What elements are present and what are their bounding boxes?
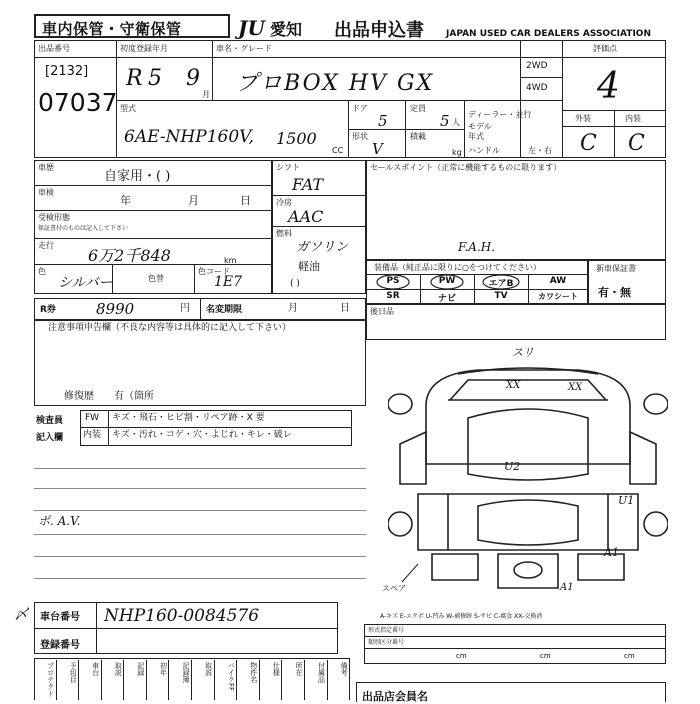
fuel-alt: 軽油	[298, 260, 320, 273]
shaken-year: 年	[120, 194, 131, 207]
after-items-box	[366, 304, 666, 340]
load-label: 積載	[410, 132, 426, 141]
association-name: JAPAN USED CAR DEALERS ASSOCIATION	[446, 29, 651, 39]
recycle-label: R券	[40, 305, 56, 315]
inspector-fw: FW	[85, 413, 100, 423]
ac-value: AAC	[288, 207, 324, 226]
shape-value: V	[372, 140, 383, 158]
dims-cm-2: cm	[540, 652, 551, 660]
model-code-label: 型式	[120, 104, 136, 113]
first-reg-year: 5	[148, 66, 162, 91]
car-body-diagram	[388, 344, 668, 594]
bottom-col-0: プロテクト	[34, 660, 57, 700]
first-reg-era: R	[126, 66, 143, 91]
inspector-fw-text: キズ・飛石・ヒビ割・リペア跡・X 要	[112, 413, 265, 423]
seats-unit: 人	[452, 118, 460, 127]
bottom-col-11: 所在	[282, 660, 305, 700]
history-label: 車歴	[38, 163, 54, 172]
diagram-top-mark: スリ	[512, 346, 534, 359]
bottom-col-12: 付属品	[305, 660, 328, 700]
mileage-value: 6万2千848	[88, 246, 171, 265]
storage-stamp	[34, 14, 230, 38]
diagram-mark-u2: U2	[504, 460, 521, 473]
color-code-value: 1E7	[214, 274, 243, 290]
doors-value: 5	[378, 112, 388, 130]
sales-point-label: セールスポイント（正常に機能するものに限ります）	[370, 163, 562, 172]
first-reg-month: 9	[186, 66, 200, 91]
cc-unit: CC	[332, 146, 344, 155]
reg-no-label: 登録番号	[40, 640, 80, 651]
dealer-year-label: 年式	[468, 132, 484, 141]
name-change-day: 日	[340, 303, 350, 314]
mileage-unit: km	[224, 256, 237, 265]
inspector-in-text: キズ・汚れ・コゲ・穴・よじれ・キレ・破レ	[112, 430, 292, 440]
name-change-month: 月	[288, 303, 298, 314]
bottom-col-8: バイクFF	[215, 660, 238, 700]
bottom-right-box	[356, 682, 666, 702]
first-reg-label: 初度登録年月	[120, 44, 168, 53]
score-int-label: 内装	[625, 114, 641, 123]
score-int-value: C	[628, 131, 645, 156]
inspector-in: 内装	[83, 430, 102, 440]
inspector-label-1: 検査員	[36, 416, 64, 426]
bottom-col-4: 記録	[124, 660, 147, 700]
recycle-value: 8990	[96, 300, 135, 318]
chassis-value: NHP160-0084576	[104, 606, 260, 626]
bottom-col-7: 取説	[192, 660, 215, 700]
equip-leather: カワシート	[538, 292, 578, 301]
dims-box	[364, 624, 666, 664]
model-name-value: プロBOX HV GX	[236, 71, 435, 96]
diagram-mark-a1-2: A1	[560, 582, 574, 593]
color-code-label: 色コード	[198, 267, 230, 276]
bottom-col-3: 取説	[102, 660, 125, 700]
legend-text: A-キズ E-エクボ U-凹み W-補修跡 S-サビ C-腐食 XX-交換済	[380, 613, 543, 620]
ju-logo-text: 愛知	[270, 20, 303, 39]
shape-label: 形状	[352, 132, 368, 141]
recycle-unit: 円	[180, 303, 190, 314]
bottom-col-9: 物件名	[237, 660, 260, 700]
shaken-month: 月	[188, 194, 199, 207]
bottom-col-2: 車台	[79, 660, 102, 700]
storage-stamp-text: 車内保管・守衛保管	[42, 20, 182, 38]
equip-ps: PS	[386, 276, 400, 286]
new-warranty-label: 新車保証書	[596, 264, 636, 273]
handle-label: ハンドル	[468, 146, 500, 155]
inspector-label-2: 記入欄	[36, 433, 64, 443]
dealer-model-label: モデル	[468, 122, 492, 131]
bottom-col-6: 記録簿	[169, 660, 192, 700]
doors-label: ドア	[352, 104, 368, 113]
shift-value: FAT	[292, 175, 324, 194]
equip-navi: ナビ	[437, 294, 456, 304]
equip-airbag: エアB	[488, 279, 514, 289]
form-title: 出品申込書	[334, 20, 424, 41]
score-ext-value: C	[580, 131, 597, 156]
dims-label-1: 形式指定番号	[368, 627, 405, 634]
equip-tv: TV	[494, 291, 508, 301]
first-reg-month-unit: 月	[202, 90, 210, 99]
ju-logo	[238, 16, 302, 40]
seats-label: 定員	[410, 104, 426, 113]
guarantee-sub: 保証書付のものは記入して下さい	[38, 225, 129, 232]
dims-cm-1: cm	[456, 652, 467, 660]
shaken-day: 日	[240, 194, 251, 207]
bottom-col-5: 初年	[147, 660, 170, 700]
lot-number: 07037	[38, 88, 118, 117]
bottom-col-10: 仕様	[260, 660, 283, 700]
equip-pw: PW	[438, 276, 456, 286]
name-change-label: 名変期限	[206, 305, 243, 315]
ju-logo-mark: JU	[238, 16, 265, 40]
lot-code: [2132]	[45, 64, 89, 79]
notes-label: 注意事項申告欄（不良な内容等は具体的に記入して下さい）	[48, 323, 292, 333]
cc-value: 1500	[276, 129, 317, 148]
inspector-note-1: ポ. A.V.	[38, 514, 81, 528]
guarantee-label: 受検形態	[38, 213, 70, 222]
seats-value: 5	[440, 112, 450, 130]
equipment-label: 装備品（純正品に限りに○をつけてください）	[374, 263, 541, 272]
chassis-corner-mark: 〆	[14, 607, 28, 623]
drive-2wd: 2WD	[526, 61, 548, 71]
sales-point-note: F.A.H.	[458, 240, 496, 254]
score-label: 評価点	[593, 44, 617, 53]
model-name-label: 車名・グレード	[216, 44, 272, 53]
color-label: 色	[38, 267, 46, 276]
shaken-label: 車検	[38, 188, 54, 197]
history-value: 自家用・( )	[104, 169, 171, 184]
after-items-label: 後日品	[370, 307, 394, 316]
diagram-spare: スペア	[382, 584, 406, 593]
dealer-label: ディーラー・並行	[468, 110, 532, 119]
drive-4wd: 4WD	[526, 83, 548, 93]
diagram-mark-u1: U1	[618, 494, 635, 507]
diagram-mark-xx-2: XX	[568, 382, 583, 393]
model-code-value: 6AE-NHP160V,	[124, 127, 254, 147]
bottom-columns	[34, 660, 350, 700]
color-value: シルバー	[58, 275, 113, 291]
chassis-label: 車台番号	[40, 612, 80, 623]
handle-value: 左・右	[528, 146, 552, 155]
dims-label-2: 類別区分番号	[368, 639, 405, 646]
bottom-note: 出品店会員名	[362, 690, 428, 703]
equip-aw: AW	[549, 276, 567, 286]
repair-label: 修復歴	[64, 391, 94, 402]
fuel-paren: ( )	[290, 279, 300, 289]
score-ext-label: 外装	[575, 114, 591, 123]
sales-point-box	[366, 160, 666, 260]
dims-cm-3: cm	[624, 652, 635, 660]
bottom-col-1: 予切目	[57, 660, 80, 700]
score-value: 4	[597, 66, 620, 107]
equip-sr: SR	[386, 291, 400, 301]
diagram-mark-a1-1: A1	[604, 546, 619, 559]
fuel-value: ガソリン	[296, 240, 349, 255]
fuel-label: 燃料	[276, 229, 292, 238]
shift-label: シフト	[276, 163, 300, 172]
repaint-label: 色替	[148, 274, 164, 283]
ac-label: 冷房	[276, 198, 292, 207]
bottom-col-13: 備考	[328, 660, 351, 700]
equipment-circles	[366, 274, 588, 304]
repair-value: 有（箇所	[114, 391, 154, 402]
mileage-label: 走行	[38, 241, 54, 250]
new-warranty-value: 有・無	[598, 286, 631, 299]
diagram-mark-xx-1: XX	[506, 380, 521, 391]
load-unit: kg	[452, 148, 462, 157]
lot-label: 出品番号	[38, 44, 70, 53]
